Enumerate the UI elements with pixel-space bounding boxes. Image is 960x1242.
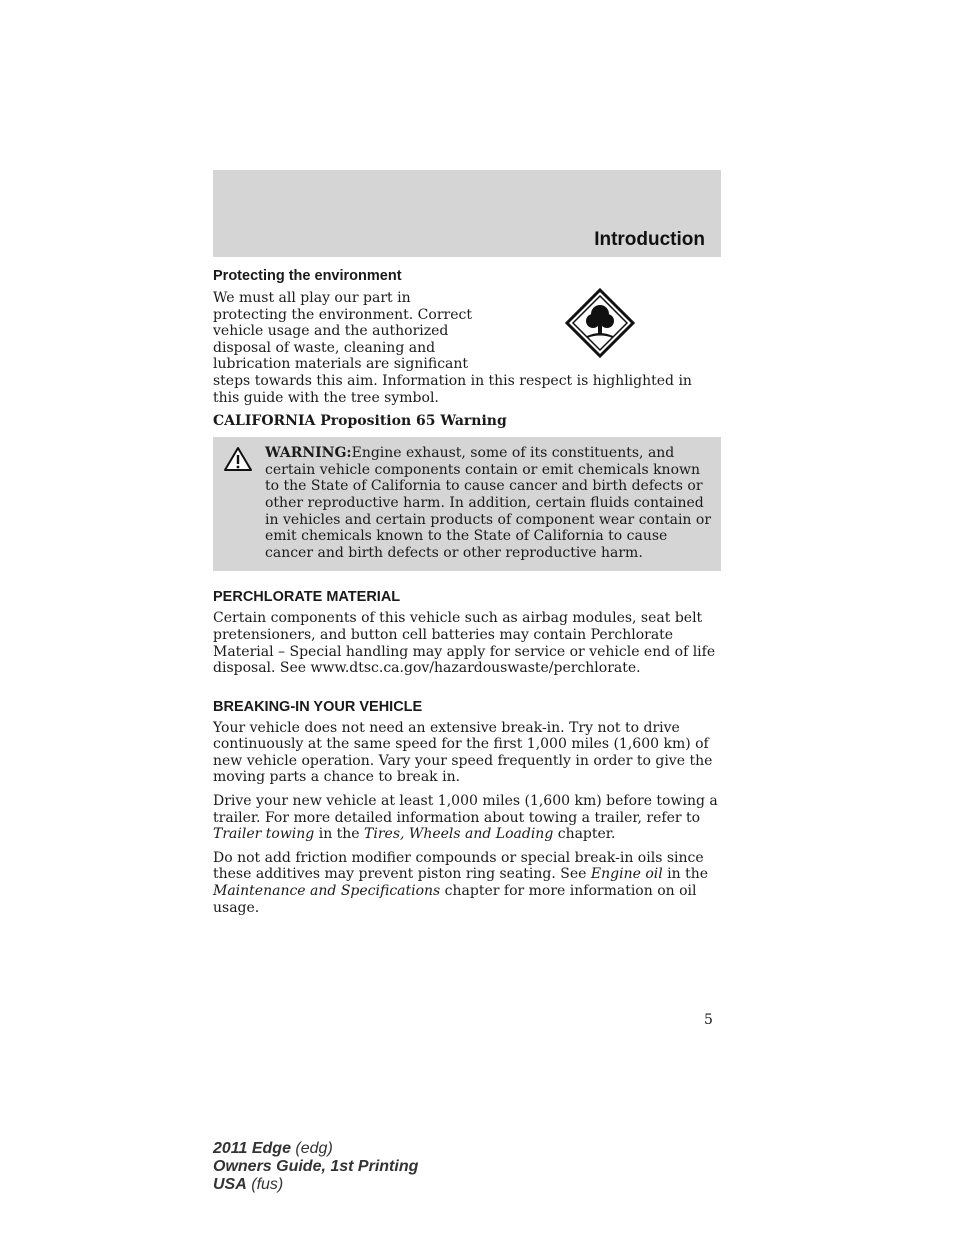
tires-wheels-ref: Tires, Wheels and Loading [364, 826, 554, 843]
environment-section [213, 290, 721, 406]
environment-heading: Protecting the environment [213, 268, 402, 284]
breaking-in-para2 [213, 793, 721, 843]
environment-lines [213, 290, 475, 373]
footer-line3 [213, 1176, 418, 1194]
proposition-heading: CALIFORNIA Proposition 65 Warning [213, 413, 507, 430]
footer-model: 2011 Edge [213, 1140, 291, 1157]
breaking-in-heading: BREAKING-IN YOUR VEHICLE [213, 698, 423, 715]
footer [213, 1140, 418, 1194]
section-title: Introduction [594, 229, 705, 250]
para3-text-c: chapter for more information on oil usage. [213, 883, 697, 916]
footer-line1 [213, 1140, 418, 1158]
environment-line: We must all play our part in [213, 290, 411, 306]
maintenance-ref: Maintenance and Specifications [213, 883, 441, 900]
footer-model-code: (edg) [295, 1140, 333, 1157]
warning-body: Engine exhaust, some of its constituents, and certain vehicle components contain or emit chemicals known to the State of California to cause cancer and birth defects or other reproductive harm. In addition, certain fluids contained in vehicles and certain products of component wear contain or emit chemicals known to the State of California to cause cancer and birth defects or other reproductive harm. [265, 445, 712, 561]
para2-text-c: chapter. [553, 826, 616, 843]
perchlorate-text: Certain components of this vehicle such as airbag modules, seat belt pretensioners, and button cell batteries may contain Perchlorate Material – Special handling may apply for service or vehicle end of life disposal. See www.dtsc.ca.gov/hazardouswaste/perchlorate. [213, 610, 716, 677]
perchlorate-heading: PERCHLORATE MATERIAL [213, 589, 401, 606]
breaking-in-para1: Your vehicle does not need an extensive break-in. Try not to drive continuously at the same speed for the first 1,000 miles (1,600 km) of new vehicle operation. Vary your speed frequently in order to give the moving parts a chance to break in. [213, 719, 713, 786]
engine-oil-ref: Engine oil [590, 866, 663, 883]
warning-text [219, 445, 715, 561]
warning-box [213, 437, 721, 571]
section-header [213, 170, 721, 257]
para2-text-b: in the [314, 826, 365, 843]
warning-icon [223, 446, 253, 472]
tree-icon [565, 288, 635, 358]
footer-printing: Owners Guide, 1st Printing [213, 1158, 419, 1175]
page-content [213, 268, 721, 923]
footer-market-code: (fus) [251, 1176, 284, 1193]
page-number: 5 [704, 1012, 713, 1028]
para2-text-a: Drive your new vehicle at least 1,000 miles (1,600 km) before towing a trailer. For more detailed information about towing a trailer, refer to [213, 793, 718, 826]
environment-line: protecting the environment. Correct [213, 306, 472, 323]
warning-label: WARNING: [265, 445, 352, 462]
footer-market: USA [213, 1176, 247, 1193]
environment-continuation: steps towards this aim. Information in this respect is highlighted in this guide with the tree symbol. [213, 372, 692, 406]
environment-line: lubrication materials are significant [213, 356, 469, 373]
para3-text-b: in the [662, 866, 709, 883]
environment-line: disposal of waste, cleaning and [213, 339, 436, 356]
environment-line: vehicle usage and the authorized [213, 323, 449, 340]
trailer-towing-ref: Trailer towing [213, 826, 315, 843]
breaking-in-para3 [213, 850, 721, 916]
para3-text-a: Do not add friction modifier compounds or special break-in oils since these additives may prevent piston ring seating. See [213, 849, 704, 883]
